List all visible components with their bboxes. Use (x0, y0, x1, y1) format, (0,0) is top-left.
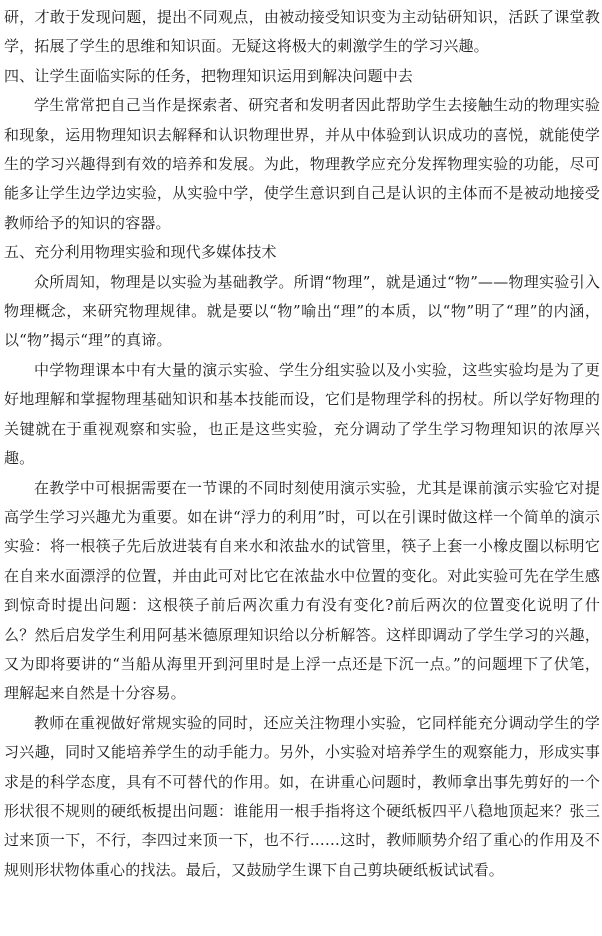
section-heading-5: 五、充分利用物理实验和现代多媒体技术 (4, 243, 277, 262)
paragraph-continuation: 研，才敢于发现问题，提出不同观点，由被动接受知识变为主动钻研知识，活跃了课堂教学，拓展了学生的思维和知识面。无疑这将极大的刺激学生的学习兴趣。 (4, 8, 600, 56)
section-heading-4: 四、让学生面临实际的任务，把物理知识运用到解决问题中去 (4, 66, 414, 85)
document-body (4, 3, 600, 885)
paragraph: 中学物理课本中有大量的演示实验、学生分组实验以及小实验，这些实验均是为了更好地理解和掌握物理基础知识和基本技能而设，它们是物理学科的拐杖。所以学好物理的关键就在于重视观察和实验，也正是这些实验，充分调动了学生学习物理知识的浓厚兴趣。 (4, 360, 600, 468)
paragraph: 学生常常把自己当作是探索者、研究者和发明者因此帮助学生去接触生动的物理实验和现象，运用物理知识去解释和认识物理世界，并从中体验到认识成功的喜悦，就能使学生的学习兴趣得到有效的培养和发展。为此，物理教学应充分发挥物理实验的功能，尽可能多让学生边学边实验，从实验中学，使学生意识到自己是认识的主体而不是被动地接受教师给予的知识的容器。 (4, 96, 600, 232)
paragraph: 在教学中可根据需要在一节课的不同时刻使用演示实验，尤其是课前演示实验它对提高学生学习兴趣尤为重要。如在讲“浮力的利用”时，可以在引课时做这样一个简单的演示实验：将一根筷子先后放进装有自来水和浓盐水的试管里，筷子上套一小橡皮圈以标明它在自来水面漂浮的位置，并由此可对比它在浓盐水中位置的变化。对此实验可先在学生感到惊奇时提出问题：这根筷子前后两次重力有没有变化?前后两次的位置变化说明了什么？然后启发学生利用阿基米德原理知识给以分析解答。这样即调动了学生学习的兴趣，又为即将要讲的“当船从海里开到河里时是上浮一点还是下沉一点。”的问题埋下了伏笔，理解起来自然是十分容易。 (4, 478, 600, 703)
paragraph: 教师在重视做好常规实验的同时，还应关注物理小实验，它同样能充分调动学生的学习兴趣，同时又能培养学生的动手能力。另外，小实验对培养学生的观察能力，形成实事求是的科学态度，具有不可替代的作用。如，在讲重心问题时，教师拿出事先剪好的一个形状很不规则的硬纸板提出问题：谁能用一根手指将这个硬纸板四平八稳地顶起来？张三过来顶一下，不行，李四过来顶一下，也不行……这时，教师顺势介绍了重心的作用及不规则形状物体重心的找法。最后，又鼓励学生课下自己剪块硬纸板试试看。 (4, 713, 600, 879)
paragraph: 众所周知，物理是以实验为基础教学。所谓“物理”，就是通过“物”——物理实验引入物理概念，来研究物理规律。就是要以“物”喻出“理”的本质，以“物”明了“理”的内涵，以“物”揭示“理”的真谛。 (4, 272, 600, 350)
